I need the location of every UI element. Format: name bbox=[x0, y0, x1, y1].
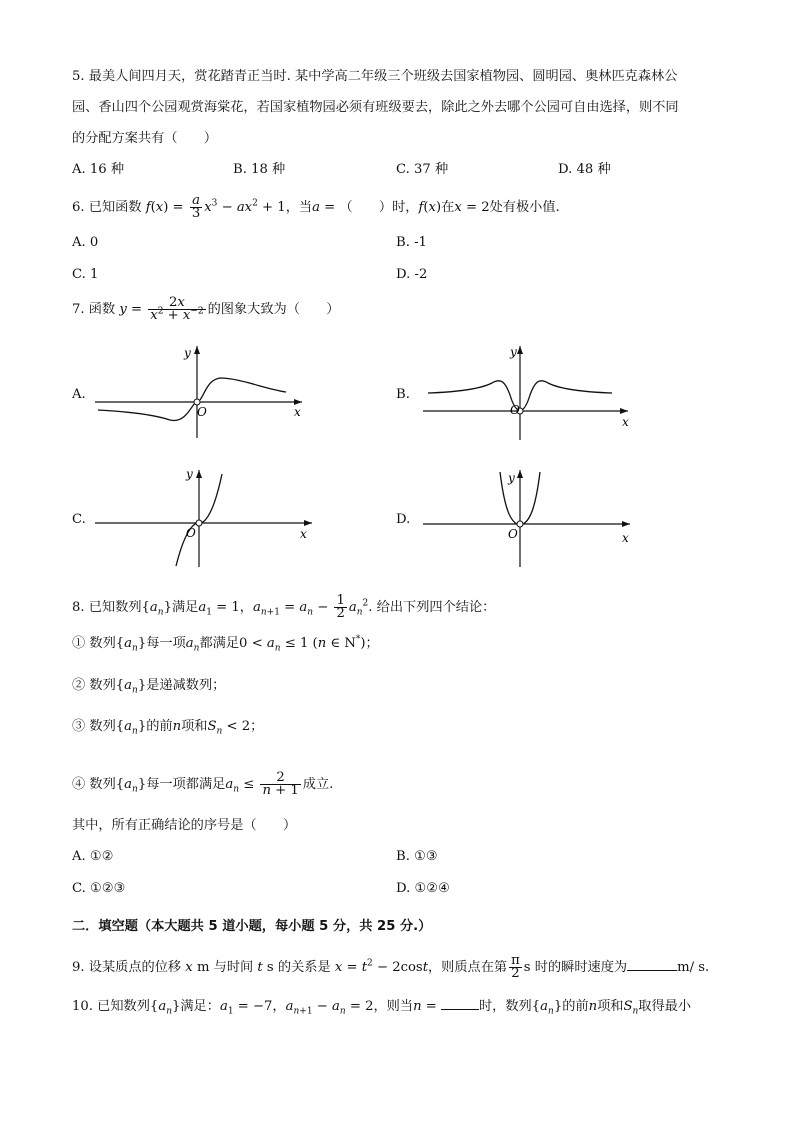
q9-prefix: 9. 设某质点的位移 bbox=[72, 960, 182, 975]
q7-b-x-label: x bbox=[622, 415, 629, 429]
q8-option-b: B. ①③ bbox=[396, 849, 438, 864]
q10-mid5: 项和 bbox=[597, 999, 624, 1014]
q9-stem: 9. 设某质点的位移 x m 与时间 t s 的关系是 $x = t^2 - 2\cos t$，则质点在第 $\frac{\pi}{2}$ s 时的瞬时速度为 m/ s. bbox=[72, 953, 710, 981]
q8-suffix: . 给出下列四个结论： bbox=[368, 600, 496, 615]
q5-option-d: D. 48 种 bbox=[558, 162, 611, 177]
q8-c1-mid2: 都满足 bbox=[199, 636, 240, 651]
q5-option-c: C. 37 种 bbox=[396, 162, 449, 177]
q8-c4-mid: 每一项都满足 bbox=[146, 777, 226, 792]
q7-a-x-label: x bbox=[294, 405, 301, 419]
q8-conclusion-2: ② 数列$\{a_n\}$是递减数列； bbox=[72, 678, 226, 696]
q7-option-b: B. bbox=[396, 387, 410, 402]
q8-conclusion-4: ④ 数列$\{a_n\}$每一项都满足$a_n$ ≤ $\frac{2}{n + 1}$ 成立. bbox=[72, 770, 334, 798]
q5-option-b: B. 18 种 bbox=[233, 162, 286, 177]
q10-mid4: 的前 bbox=[562, 999, 589, 1014]
q7-c-x-label: x bbox=[300, 527, 307, 541]
q5-option-a: A. 16 种 bbox=[72, 162, 125, 177]
q9-suffix: m/ s. bbox=[677, 960, 710, 975]
q7-graph-a bbox=[90, 340, 320, 440]
q6-mid1: ，当 bbox=[285, 200, 313, 215]
q7-option-d: D. bbox=[396, 512, 411, 527]
q9-mid1: m 与时间 bbox=[196, 960, 254, 975]
q5-line3: 的分配方案共有（ ） bbox=[72, 131, 218, 146]
q7-d-x-label: x bbox=[622, 531, 629, 545]
q6-mid3: 在 bbox=[441, 200, 455, 215]
q8-c2-prefix: ② 数列 bbox=[72, 678, 116, 693]
q10-stem: 10. 已知数列$\{a_n\}$满足：$a_1 = -7$，$a_{n+1} - a_n = 2$，则当n = 时，数列$\{a_n\}$的前n项和$S_n$取得最小 bbox=[72, 996, 691, 1016]
q8-conclusion-3: ③ 数列$\{a_n\}$的前n项和$S_n < 2$； bbox=[72, 719, 264, 737]
q8-option-c: C. ①②③ bbox=[72, 881, 126, 896]
q6-option-d: D. -2 bbox=[396, 267, 428, 282]
q6-option-a: A. 0 bbox=[72, 235, 99, 250]
q8-c1-mid: 每一项 bbox=[146, 636, 186, 651]
section-2-heading: 二．填空题（本大题共 5 道小题，每小题 5 分，共 25 分.） bbox=[72, 919, 432, 934]
q5-line1: 5. 最美人间四月天，赏花踏青正当时. 某中学高二年级三个班级去国家植物园、圆明园、奥林匹克森林公 bbox=[72, 69, 678, 84]
q7-option-c: C. bbox=[72, 512, 86, 527]
q8-c3-mid2: 项和 bbox=[181, 719, 208, 734]
q10-answer-blank[interactable] bbox=[441, 996, 479, 1010]
q8-c2-suffix: 是递减数列； bbox=[146, 678, 226, 693]
q6-option-b: B. -1 bbox=[396, 235, 427, 250]
q6-option-c: C. 1 bbox=[72, 267, 99, 282]
q8-c1-prefix: ① 数列 bbox=[72, 636, 116, 651]
q8-c3-end: ； bbox=[250, 719, 264, 734]
q7-option-a: A. bbox=[72, 387, 86, 402]
q7-a-y-label: y bbox=[184, 346, 191, 360]
q8-c4-prefix: ④ 数列 bbox=[72, 777, 116, 792]
q7-c-origin: O bbox=[186, 526, 196, 540]
q10-mid3: 时，数列 bbox=[479, 999, 532, 1014]
q8-c3-prefix: ③ 数列 bbox=[72, 719, 116, 734]
q7-a-origin: O bbox=[197, 405, 207, 419]
q10-prefix: 10. 已知数列 bbox=[72, 999, 150, 1014]
q5-line2: 园、香山四个公园观赏海棠花，若国家植物园必须有班级要去，除此之外去哪个公园可自由选择，则不同 bbox=[72, 100, 679, 115]
q8-conclusion-1: ① 数列$\{a_n\}$每一项$a_n$都满足$0 < a_n \le 1$ (n ∈ N*)； bbox=[72, 634, 379, 654]
q9-answer-blank[interactable] bbox=[627, 957, 677, 971]
q6-suffix: 处有极小值. bbox=[489, 200, 560, 215]
q8-c3-mid: 的前 bbox=[146, 719, 173, 734]
q7-d-y-label: y bbox=[508, 471, 515, 485]
q7-graph-d bbox=[418, 462, 648, 572]
q8-prefix: 8. 已知数列 bbox=[72, 600, 142, 615]
q10-mid1: 满足： bbox=[180, 999, 220, 1014]
q7-suffix: 的图象大致为（ ） bbox=[207, 302, 340, 317]
q7-b-y-label: y bbox=[510, 345, 517, 359]
q8-c4-end: 成立. bbox=[302, 777, 334, 792]
q6-mid2: （ ）时， bbox=[339, 200, 419, 215]
q8-option-a: A. ①② bbox=[72, 849, 114, 864]
q8-option-d: D. ①②④ bbox=[396, 881, 450, 896]
q7-graph-b bbox=[418, 340, 648, 440]
q7-stem: 7. 函数 y = $\frac{2x}{x^2 + x^{-2}}$ 的图象大致为（ ） bbox=[72, 295, 340, 323]
q9-mid3: ，则质点在第 bbox=[428, 960, 508, 975]
q6-stem: 6. 已知函数 f(x) = $\frac{a}{3}$ $x^3 - ax^2 + 1$，当a = （ ）时，f(x)在x = 2处有极小值. bbox=[72, 193, 560, 221]
q8-mid: 满足 bbox=[171, 600, 199, 615]
q9-mid4: s 时的瞬时速度为 bbox=[523, 960, 628, 975]
q8-ask: 其中，所有正确结论的序号是（ ） bbox=[72, 818, 297, 833]
q8-stem: 8. 已知数列$\{a_n\}$满足$a_1 = 1$，$a_{n+1} = a_n$ − $\frac{1}{2}$ $a_n^2$. 给出下列四个结论： bbox=[72, 593, 496, 621]
q10-mid2: ，则当 bbox=[373, 999, 414, 1014]
q7-c-y-label: y bbox=[186, 467, 193, 481]
q6-prefix: 6. 已知函数 bbox=[72, 200, 142, 215]
q7-b-origin: O bbox=[510, 403, 520, 417]
q7-graph-c bbox=[90, 462, 320, 572]
q8-c1-end: ； bbox=[365, 636, 379, 651]
q9-mid2: s 的关系是 bbox=[266, 960, 331, 975]
q7-d-origin: O bbox=[508, 527, 518, 541]
q10-suffix: 取得最小 bbox=[638, 999, 692, 1014]
q7-prefix: 7. 函数 bbox=[72, 302, 116, 317]
